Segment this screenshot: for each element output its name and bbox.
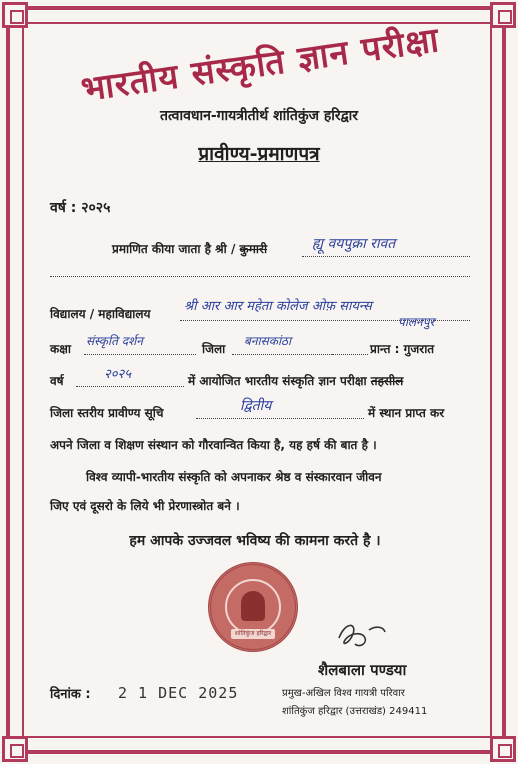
signatory-place: शांतिकुंज हरिद्वार (उत्तराखंड) 249411	[282, 706, 428, 717]
organizer-line: तत्वावधान-गायत्रीतीर्थ शांतिकुंज हरिद्वार	[159, 108, 359, 124]
district-value: बनासकांठा	[244, 334, 292, 348]
school-city: पालनपुर	[398, 315, 435, 329]
year-heading: वर्ष : २०२५	[50, 200, 111, 216]
class-dotted-line	[84, 354, 196, 355]
rank-value: द्वितीय	[240, 398, 272, 414]
corner-ornament-bottom-right	[490, 736, 516, 762]
paragraph-2: विश्व व्यापी-भारतीय संस्कृति को अपनाकर श्रेष्ठ व संस्कारवान जीवन	[86, 470, 382, 484]
signatory-name: शैलबाला पण्डया	[318, 661, 407, 679]
class-value: संस्कृति दर्शन	[86, 334, 143, 348]
certificate-title: प्रावीण्य-प्रमाणपत्र	[198, 143, 320, 165]
district-dotted-line	[232, 354, 332, 355]
certified-struck: कुमारी	[239, 242, 268, 256]
corner-ornament-top-right	[490, 2, 516, 28]
district-dotted-line-2	[332, 354, 368, 355]
year-line-label: वर्ष	[50, 374, 64, 388]
school-name: श्री आर आर महेता कोलेज ओफ़ सायन्स	[184, 299, 372, 314]
state-label: प्रान्त : गुजरात	[370, 342, 435, 356]
seal-text: शांतिकुंज हरिद्वार	[231, 629, 275, 639]
class-label: कक्षा	[50, 342, 71, 356]
student-name: ह्यू वयपुक्रा रावत	[312, 236, 396, 252]
certified-label	[112, 240, 267, 257]
exam-text-main: में आयोजित भारतीय संस्कृति ज्ञान परीक्षा	[188, 374, 367, 388]
school-label: विद्यालय / महाविद्यालय	[50, 307, 151, 321]
official-seal	[208, 562, 298, 652]
year-dotted-line	[76, 386, 184, 387]
exam-title: भारतीय संस्कृति ज्ञान परीक्षा	[78, 20, 442, 110]
signature-image	[335, 618, 395, 654]
exam-struck: तहसील	[370, 374, 404, 388]
district-label: जिला	[202, 342, 226, 356]
name-dotted-line	[302, 256, 470, 257]
rank-text: में स्थान प्राप्त कर	[368, 406, 445, 420]
paragraph-1: अपने जिला व शिक्षण संस्थान को गौरवान्वित किया है, यह हर्ष की बात है ।	[50, 438, 377, 452]
seal-emblem-icon	[241, 591, 265, 621]
rank-dotted-line	[196, 418, 364, 419]
signatory-title: प्रमुख-अखिल विश्व गायत्री परिवार	[282, 688, 405, 699]
rank-label: जिला स्तरीय प्रावीण्य सूचि	[50, 406, 164, 420]
date-label: दिनांक :	[50, 687, 91, 702]
corner-ornament-top-left	[2, 2, 28, 28]
certified-prefix: प्रमाणित कीया जाता है श्री /	[112, 242, 236, 256]
date-value: 2 1 DEC 2025	[118, 684, 239, 702]
year-line-value: २०२५	[104, 367, 132, 382]
exam-text	[188, 372, 403, 389]
blank-dotted-line	[50, 276, 470, 277]
corner-ornament-bottom-left	[2, 736, 28, 762]
wish-line: हम आपके उज्जवल भविष्य की कामना करते है ।	[129, 533, 381, 549]
paragraph-3: जिए एवं दूसरो के लिये भी प्रेरणास्त्रोत बने ।	[50, 499, 240, 513]
